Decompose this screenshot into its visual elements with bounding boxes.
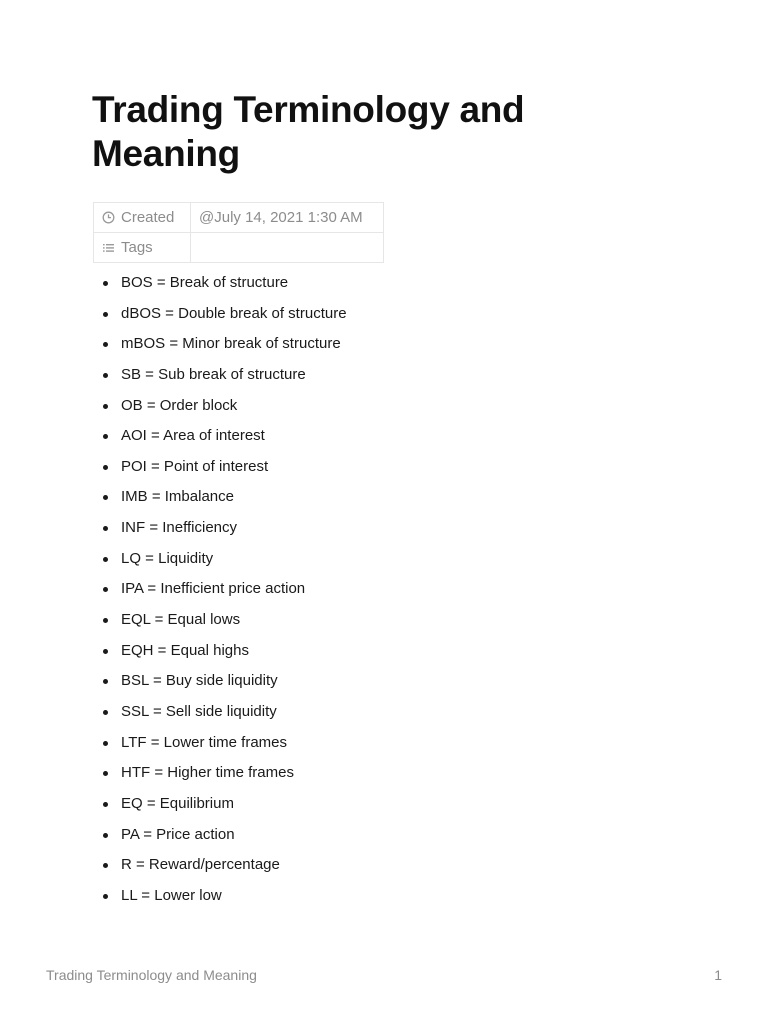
bullet-icon bbox=[103, 771, 108, 776]
term-text: R = Reward/percentage bbox=[121, 856, 280, 874]
bullet-icon bbox=[103, 373, 108, 378]
list-item bbox=[103, 728, 347, 759]
term-text: BOS = Break of structure bbox=[121, 274, 289, 291]
bullet-icon bbox=[103, 802, 108, 807]
term-list bbox=[103, 268, 347, 911]
term-text: IMB = Imbalance bbox=[121, 488, 234, 506]
term-text: IPA = Inefficient price action bbox=[121, 580, 306, 598]
clock-icon bbox=[102, 211, 115, 224]
list-item bbox=[103, 513, 347, 544]
term-text: LQ = Liquidity bbox=[121, 549, 214, 567]
bullet-icon bbox=[103, 863, 108, 868]
bullet-icon bbox=[103, 679, 108, 684]
bullet-icon bbox=[103, 495, 108, 500]
bullet-icon bbox=[103, 557, 108, 562]
list-item bbox=[103, 820, 347, 851]
bullet-icon bbox=[103, 526, 108, 531]
term-text: SB = Sub break of structure bbox=[121, 365, 306, 383]
list-item bbox=[103, 482, 347, 513]
list-item bbox=[103, 636, 347, 667]
bullet-icon bbox=[103, 833, 108, 838]
term-text: EQL = Equal lows bbox=[121, 611, 241, 629]
list-item bbox=[103, 360, 347, 391]
property-row-tags bbox=[94, 233, 384, 263]
term-text: SSL = Sell side liquidity bbox=[121, 702, 277, 720]
term-text: POI = Point of interest bbox=[121, 457, 269, 475]
term-text: PA = Price action bbox=[121, 825, 235, 843]
term-text: HTF = Higher time frames bbox=[121, 764, 294, 782]
list-item bbox=[103, 391, 347, 422]
property-label-created: Created bbox=[121, 209, 175, 226]
property-name-created bbox=[94, 203, 191, 233]
term-text: INF = Inefficiency bbox=[121, 519, 238, 537]
term-text: mBOS = Minor break of structure bbox=[121, 335, 341, 353]
list-item bbox=[103, 421, 347, 452]
footer-page-number: 1 bbox=[714, 967, 722, 983]
bullet-icon bbox=[103, 618, 108, 623]
bullet-icon bbox=[103, 342, 108, 347]
list-item bbox=[103, 605, 347, 636]
list-item bbox=[103, 666, 347, 697]
footer-title: Trading Terminology and Meaning bbox=[46, 967, 257, 983]
term-text: OB = Order block bbox=[121, 396, 238, 414]
list-item bbox=[103, 329, 347, 360]
term-text: dBOS = Double break of structure bbox=[121, 304, 347, 322]
list-item bbox=[103, 544, 347, 575]
list-item bbox=[103, 452, 347, 483]
term-text: EQH = Equal highs bbox=[121, 641, 249, 659]
bullet-icon bbox=[103, 281, 108, 286]
term-text: EQ = Equilibrium bbox=[121, 794, 234, 812]
term-text: BSL = Buy side liquidity bbox=[121, 672, 278, 690]
list-item bbox=[103, 574, 347, 605]
list-item bbox=[103, 789, 347, 820]
bullet-icon bbox=[103, 710, 108, 715]
bullet-icon bbox=[103, 312, 108, 317]
list-item bbox=[103, 697, 347, 728]
bullet-icon bbox=[103, 404, 108, 409]
property-row-created bbox=[94, 203, 384, 233]
properties-table bbox=[93, 202, 384, 263]
property-value-created: @July 14, 2021 1:30 AM bbox=[191, 203, 384, 233]
bullet-icon bbox=[103, 894, 108, 899]
term-text: AOI = Area of interest bbox=[121, 427, 265, 445]
bullet-icon bbox=[103, 434, 108, 439]
term-text: LTF = Lower time frames bbox=[121, 733, 288, 751]
list-icon bbox=[102, 241, 115, 254]
property-name-tags bbox=[94, 233, 191, 263]
list-item bbox=[103, 758, 347, 789]
list-item bbox=[103, 299, 347, 330]
bullet-icon bbox=[103, 649, 108, 654]
list-item bbox=[103, 268, 347, 299]
term-text: LL = Lower low bbox=[121, 886, 222, 904]
bullet-icon bbox=[103, 465, 108, 470]
bullet-icon bbox=[103, 741, 108, 746]
property-value-tags bbox=[191, 233, 384, 263]
list-item bbox=[103, 850, 347, 881]
list-item bbox=[103, 881, 347, 912]
page-title: Trading Terminology and Meaning bbox=[92, 89, 525, 174]
bullet-icon bbox=[103, 587, 108, 592]
property-label-tags: Tags bbox=[121, 239, 153, 256]
